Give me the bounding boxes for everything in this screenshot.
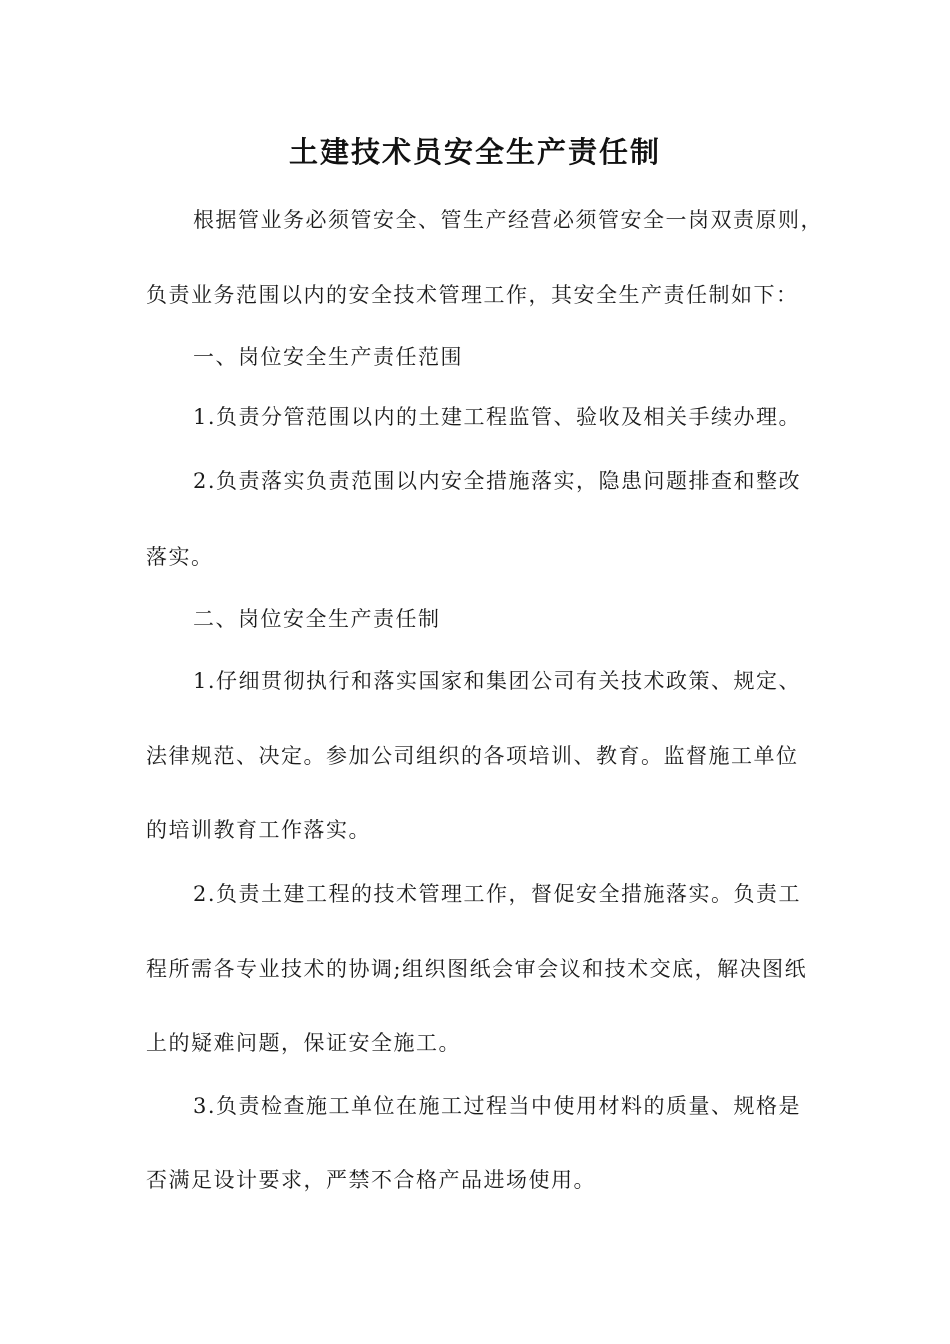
scope-item-2-line-1: 2.负责落实负责范围以内安全措施落实，隐患问题排查和整改 [193, 469, 802, 493]
responsibility-item-3-line-1: 3.负责检查施工单位在施工过程当中使用材料的质量、规格是 [193, 1094, 802, 1118]
responsibility-item-1-line-1: 1.仔细贯彻执行和落实国家和集团公司有关技术政策、规定、 [193, 669, 802, 693]
responsibility-item-2-line-3: 上的疑难问题，保证安全施工。 [146, 1031, 461, 1055]
responsibility-item-2-line-1: 2.负责土建工程的技术管理工作，督促安全措施落实。负责工 [193, 882, 802, 906]
responsibility-item-1-line-3: 的培训教育工作落实。 [146, 818, 371, 842]
document-title: 土建技术员安全生产责任制 [288, 135, 661, 169]
responsibility-item-1-line-2: 法律规范、决定。参加公司组织的各项培训、教育。监督施工单位 [146, 744, 799, 768]
paragraph-intro-line-1: 根据管业务必须管安全、管生产经营必须管安全一岗双责原则， [193, 208, 823, 232]
scope-item-2-line-2: 落实。 [146, 545, 214, 569]
responsibility-item-2-line-2: 程所需各专业技术的协调;组织图纸会审会议和技术交底，解决图纸 [146, 957, 808, 981]
responsibility-item-3-line-2: 否满足设计要求，严禁不合格产品进场使用。 [146, 1168, 596, 1192]
paragraph-intro-line-2: 负责业务范围以内的安全技术管理工作，其安全生产责任制如下： [146, 283, 799, 307]
section-heading-responsibility: 二、岗位安全生产责任制 [193, 607, 441, 631]
scope-item-1: 1.负责分管范围以内的土建工程监管、验收及相关手续办理。 [193, 405, 802, 429]
section-heading-scope: 一、岗位安全生产责任范围 [193, 345, 463, 369]
